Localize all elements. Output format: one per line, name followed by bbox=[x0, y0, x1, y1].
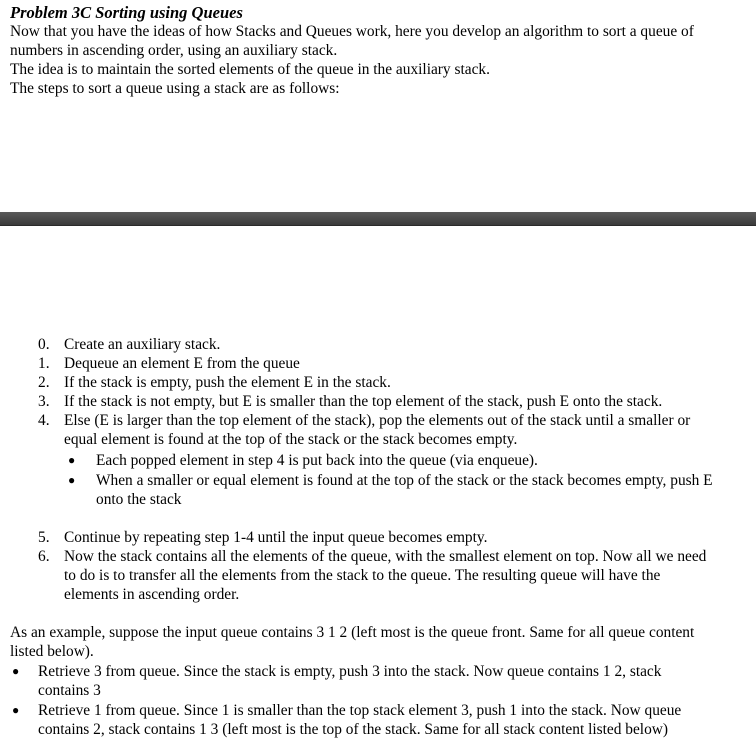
step-number: 5. bbox=[38, 529, 50, 546]
step-text: equal element is found at the top of the stack or the stack becomes empty. bbox=[64, 431, 518, 448]
problem-heading: Problem 3C Sorting using Queues bbox=[10, 3, 243, 22]
sub-bullet-text: Each popped element in step 4 is put back into the queue (via enqueue). bbox=[96, 452, 538, 469]
intro-paragraph bbox=[10, 22, 756, 98]
step-number: 4. bbox=[38, 412, 50, 429]
bullet-icon: ● bbox=[68, 453, 76, 467]
page-separator-bar bbox=[0, 212, 756, 226]
bullet-icon: ● bbox=[12, 664, 20, 678]
bullet-icon: ● bbox=[68, 473, 76, 487]
step-text: to do is to transfer all the elements from the stack to the queue. The resulting queue will have the bbox=[64, 567, 661, 584]
example-intro-line: As an example, suppose the input queue contains 3 1 2 (left most is the queue front. Same for all queue content bbox=[10, 624, 695, 641]
step-number: 2. bbox=[38, 374, 50, 391]
step-text: If the stack is not empty, but E is smaller than the top element of the stack, push E onto the stack. bbox=[64, 393, 663, 410]
step-number: 3. bbox=[38, 393, 50, 410]
intro-line: The steps to sort a queue using a stack are as follows: bbox=[10, 80, 340, 97]
step-text: elements in ascending order. bbox=[64, 586, 240, 603]
step-text: If the stack is empty, push the element E in the stack. bbox=[64, 374, 391, 391]
example-bullet-text: contains 2, stack contains 1 3 (left most is the top of the stack. Same for all stack content listed below) bbox=[38, 721, 669, 738]
step-text: Else (E is larger than the top element of the stack), pop the elements out of the stack until a smaller or bbox=[64, 412, 691, 429]
example-bullet-text: contains 3 bbox=[38, 682, 101, 699]
intro-line: The idea is to maintain the sorted elements of the queue in the auxiliary stack. bbox=[10, 61, 490, 78]
step-number: 6. bbox=[38, 548, 50, 565]
bullet-icon: ● bbox=[12, 703, 20, 717]
example-bullet-text: Retrieve 3 from queue. Since the stack is empty, push 3 into the stack. Now queue contains 1 2, stack bbox=[38, 663, 662, 680]
example-paragraph bbox=[10, 623, 756, 661]
intro-line: numbers in ascending order, using an auxiliary stack. bbox=[10, 42, 338, 59]
sub-bullet-text: When a smaller or equal element is found at the top of the stack or the stack becomes empty, push E bbox=[96, 472, 713, 489]
intro-line: Now that you have the ideas of how Stacks and Queues work, here you develop an algorithm to sort a queue of bbox=[10, 23, 694, 40]
sub-bullet-text: onto the stack bbox=[96, 491, 182, 508]
step-text: Dequeue an element E from the queue bbox=[64, 355, 300, 372]
example-intro-line: listed below). bbox=[10, 643, 94, 660]
example-bullet-text: Retrieve 1 from queue. Since 1 is smaller than the top stack element 3, push 1 into the stack. Now queue bbox=[38, 702, 682, 719]
step-text: Continue by repeating step 1-4 until the input queue becomes empty. bbox=[64, 529, 488, 546]
step-number: 1. bbox=[38, 355, 50, 372]
step-text: Now the stack contains all the elements of the queue, with the smallest element on top. Now all we need bbox=[64, 548, 707, 565]
step-number: 0. bbox=[38, 336, 50, 353]
step-text: Create an auxiliary stack. bbox=[64, 336, 221, 353]
